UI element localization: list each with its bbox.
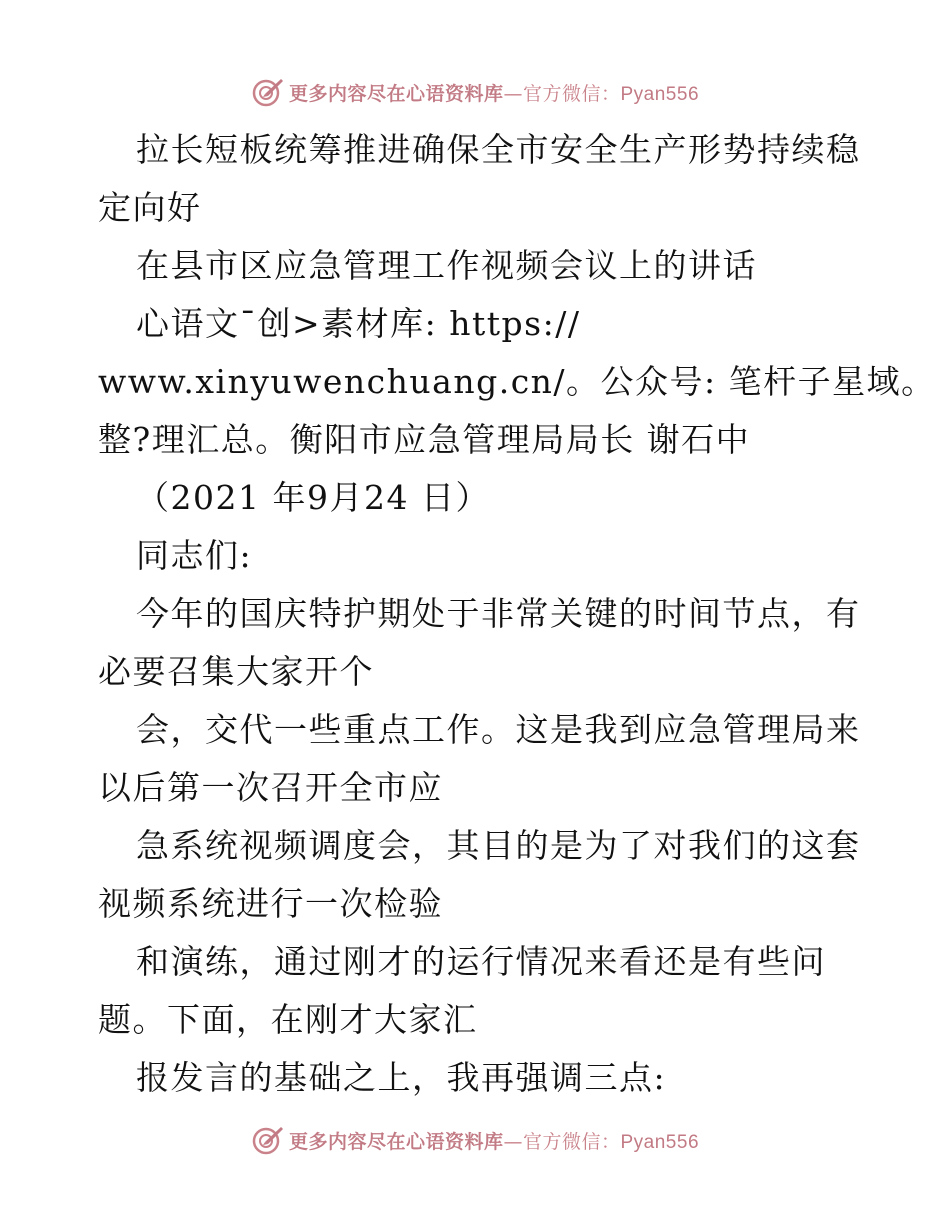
- paragraph-line: 和演练，通过刚才的运行情况来看还是有些问: [136, 942, 826, 981]
- salutation: 同志们:: [136, 536, 253, 575]
- paragraph-line: 报发言的基础之上，我再强调三点:: [136, 1058, 667, 1097]
- pen-logo-icon: [251, 75, 285, 109]
- document-body: [98, 121, 936, 1107]
- paragraph-line: 视频系统进行一次检验: [98, 884, 443, 923]
- paragraph-line: 必要召集大家开个: [98, 652, 374, 691]
- paragraph-line: 急系统视频调度会，其目的是为了对我们的这套: [136, 826, 861, 865]
- source-line-2: www.xinyuwenchuang.cn/。公众号: 笔杆子星域。: [98, 362, 936, 401]
- paragraph-line: 题。下面，在刚才大家汇: [98, 1000, 478, 1039]
- source-line-1: 心语文¯创>素材库: https://: [136, 304, 581, 343]
- date-line: （2021 年9月24 日）: [136, 478, 490, 517]
- paragraph-line: 以后第一次召开全市应: [98, 768, 443, 807]
- pen-logo-icon: [251, 1123, 285, 1157]
- title-line-2: 定向好: [98, 188, 202, 227]
- subtitle-line: 在县市区应急管理工作视频会议上的讲话: [136, 246, 757, 285]
- watermark-text: 更多内容尽在心语资料库—官方微信：Pyan556: [288, 82, 700, 105]
- paragraph-line: 会，交代一些重点工作。这是我到应急管理局来: [136, 710, 861, 749]
- paragraph-line: 今年的国庆特护期处于非常关键的时间节点，有: [136, 594, 861, 633]
- title-line-1: 拉长短板统筹推进确保全市安全生产形势持续稳: [136, 130, 861, 169]
- watermark-text: 更多内容尽在心语资料库—官方微信：Pyan556: [288, 1130, 700, 1153]
- author-line: 整?理汇总。衡阳市应急管理局局长 谢石中: [98, 420, 751, 459]
- header-watermark: [0, 74, 950, 110]
- footer-watermark: [0, 1122, 950, 1158]
